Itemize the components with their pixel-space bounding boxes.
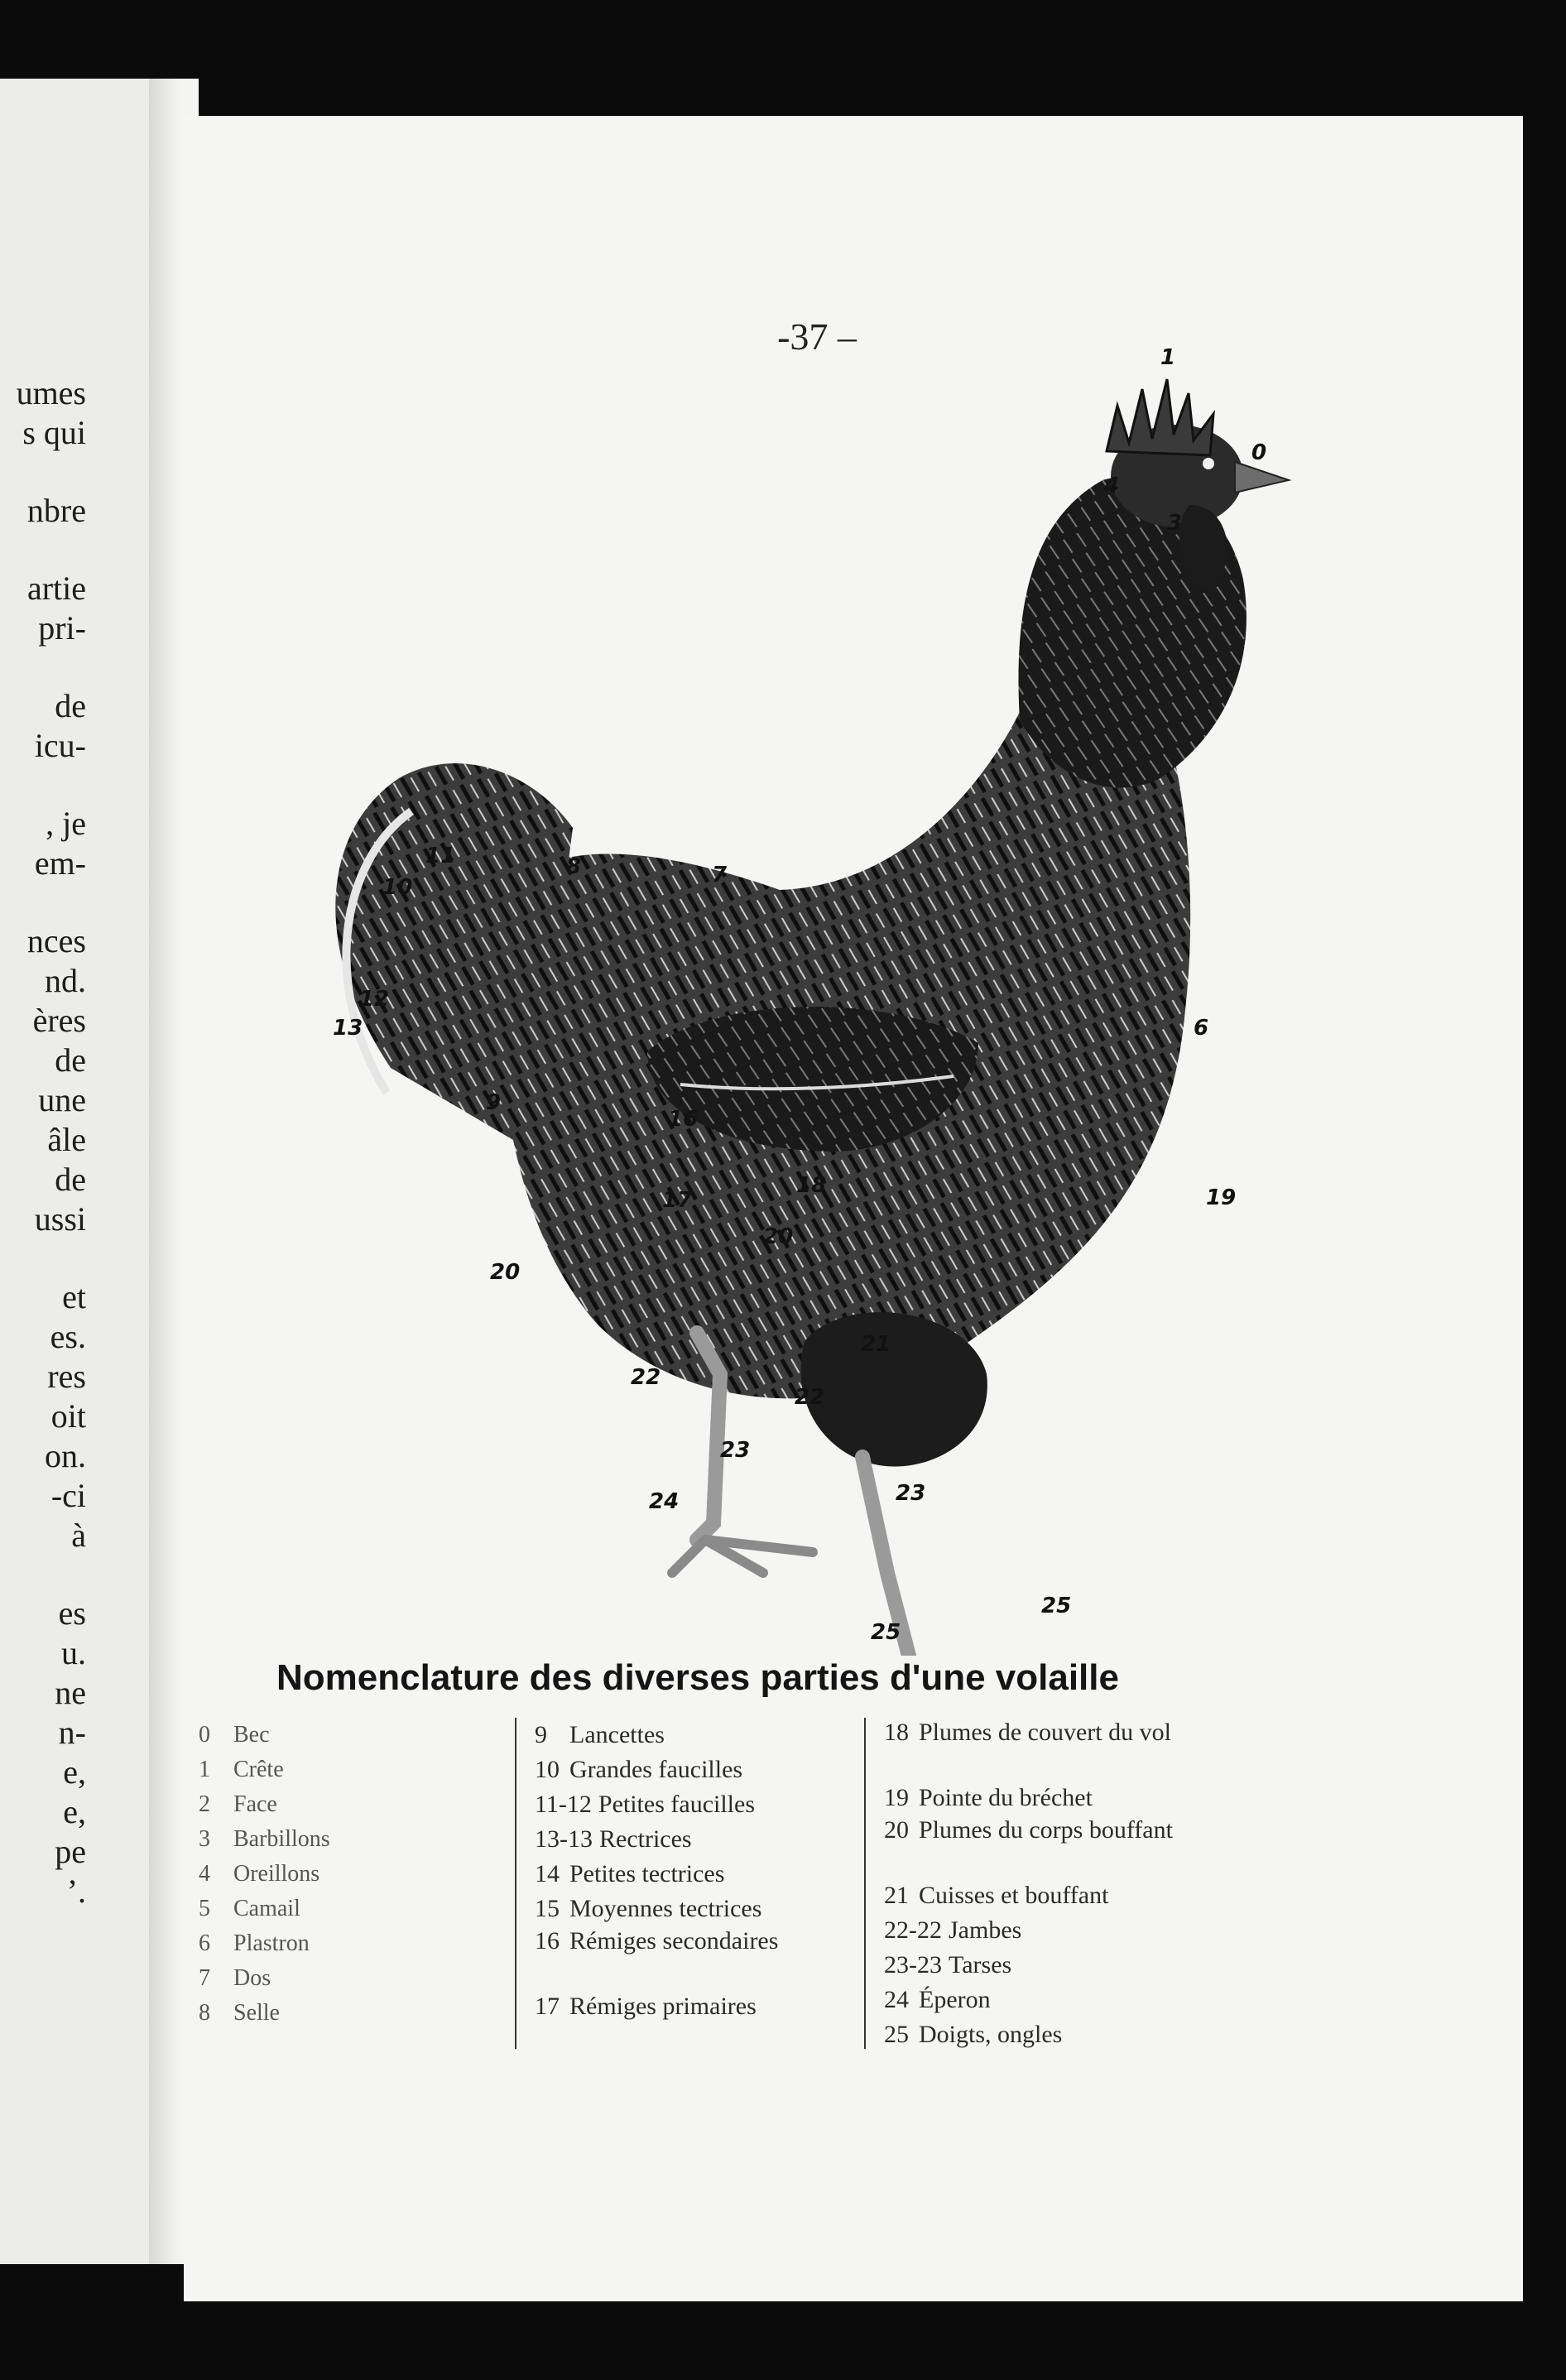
text-fragment: , je: [46, 805, 86, 842]
callout-1: 1: [1160, 345, 1176, 370]
text-fragment: pe: [55, 1833, 86, 1870]
legend-item: 0 Bec: [199, 1722, 270, 1748]
legend-item: 2 Face: [199, 1791, 277, 1817]
text-fragment: em-: [34, 844, 86, 882]
callout-10: 10: [382, 875, 413, 900]
callout-21: 21: [861, 1332, 891, 1357]
legend-item: 4 Oreillons: [199, 1861, 320, 1887]
legend-item: 7 Dos: [199, 1965, 271, 1991]
callout-12: 12: [359, 987, 390, 1012]
callout-24: 24: [649, 1489, 680, 1514]
text-fragment: nd.: [45, 962, 86, 999]
text-fragment: es: [58, 1594, 86, 1632]
text-fragment: ’.: [66, 1873, 86, 1910]
text-fragment: de: [55, 1041, 86, 1079]
legend-item: 16 Rémiges secondaires: [535, 1927, 779, 1954]
legend-item: 24 Éperon: [884, 1986, 991, 2013]
legend-item: 15 Moyennes tectrices: [535, 1895, 762, 1922]
callout-22: 22: [631, 1365, 661, 1390]
text-fragment: de: [55, 687, 86, 724]
text-fragment: artie: [26, 570, 86, 607]
callout-11: 11: [425, 844, 456, 868]
callout-18: 18: [796, 1173, 827, 1198]
text-fragment: res: [47, 1358, 86, 1395]
legend-column-1: [199, 1718, 381, 2031]
callout-17: 17: [662, 1188, 693, 1213]
text-fragment: -ci: [50, 1477, 86, 1514]
legend-item: 8 Selle: [199, 2000, 280, 2026]
legend-item: 5 Camail: [199, 1896, 300, 1921]
legend-item: 22-22 Jambes: [884, 1916, 1022, 1944]
legend-item: 10 Grandes faucilles: [535, 1756, 743, 1783]
legend-item: 11-12 Petites faucilles: [535, 1791, 756, 1818]
text-fragment: s qui: [22, 414, 86, 451]
legend-item: 3 Barbillons: [199, 1826, 330, 1852]
callout-16: 16: [668, 1107, 699, 1132]
text-fragment: pri-: [38, 609, 86, 647]
legend-item: 18 Plumes de couvert du vol: [884, 1719, 1171, 1746]
callout-20: 20: [490, 1260, 521, 1285]
previous-page-fragment: [0, 79, 166, 2264]
callout-9: 9: [486, 1090, 502, 1115]
book-page: [184, 116, 1523, 2301]
text-fragment: e,: [63, 1793, 86, 1830]
text-fragment: on.: [45, 1437, 86, 1474]
text-fragment: n-: [58, 1714, 86, 1751]
text-fragment: es.: [50, 1318, 86, 1355]
text-fragment: u.: [61, 1634, 86, 1671]
callout-3: 3: [1167, 511, 1183, 536]
callout-25: 25: [871, 1620, 901, 1645]
text-fragment: à: [71, 1517, 86, 1554]
legend-item: 21 Cuisses et bouffant: [884, 1882, 1109, 1909]
comb: [1107, 379, 1213, 455]
callout-0: 0: [1251, 440, 1267, 465]
legend-item: 17 Rémiges primaires: [535, 1993, 757, 2020]
page-number: -37 –: [777, 315, 857, 358]
legend-item: 13-13 Rectrices: [535, 1825, 692, 1853]
legend-item: 6 Plastron: [199, 1930, 310, 1956]
callout-19: 19: [1206, 1185, 1237, 1210]
text-fragment: de: [55, 1161, 86, 1198]
callout-23: 23: [720, 1438, 751, 1463]
callout-20: 20: [763, 1224, 794, 1249]
text-fragment: umes: [16, 374, 86, 411]
text-fragment: oit: [50, 1397, 86, 1435]
callout-8: 8: [566, 854, 582, 879]
callout-13: 13: [333, 1016, 363, 1041]
legend-column-3: [864, 1718, 1232, 2049]
text-fragment: une: [38, 1081, 86, 1118]
legend-item: 19 Pointe du bréchet: [884, 1784, 1093, 1811]
legend-item: 23-23 Tarses: [884, 1951, 1012, 1979]
legend-item: 1 Crête: [199, 1757, 284, 1782]
figure-caption: Nomenclature des diverses parties d'une volaille: [276, 1657, 1119, 1698]
text-fragment: ne: [55, 1674, 86, 1711]
legend-item: 20 Plumes du corps bouffant: [884, 1816, 1173, 1844]
text-fragment: e,: [63, 1753, 86, 1791]
eye: [1203, 458, 1214, 469]
beak: [1235, 462, 1289, 493]
text-fragment: âle: [47, 1121, 86, 1158]
text-fragment: icu-: [34, 727, 86, 764]
callout-7: 7: [712, 863, 728, 887]
callout-25: 25: [1041, 1594, 1072, 1618]
callout-23: 23: [896, 1481, 926, 1506]
text-fragment: nces: [26, 922, 86, 959]
legend-item: 14 Petites tectrices: [535, 1860, 725, 1887]
legend-column-2: [515, 1718, 882, 2049]
legend-item: 25 Doigts, ongles: [884, 2021, 1063, 2048]
rooster-illustration: [184, 116, 1523, 1656]
callout-6: 6: [1194, 1016, 1209, 1041]
callout-4: 4: [1104, 474, 1120, 498]
text-fragment: et: [62, 1278, 86, 1315]
text-fragment: nbre: [26, 492, 86, 529]
legend-item: 9 Lancettes: [535, 1721, 665, 1748]
text-fragment: ères: [32, 1002, 86, 1039]
text-fragment: ussi: [34, 1200, 86, 1238]
callout-22: 22: [795, 1385, 825, 1410]
